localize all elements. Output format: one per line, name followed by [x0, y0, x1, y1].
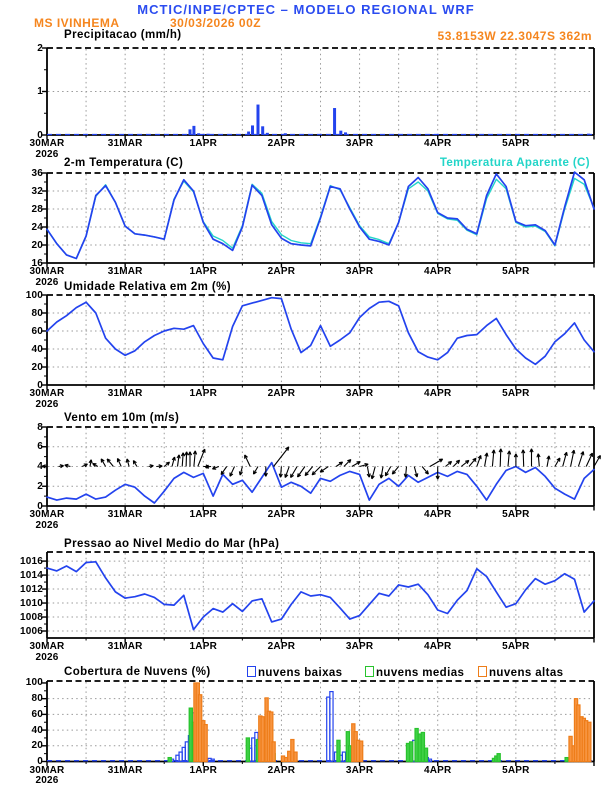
panel-title-precipitation: Precipitacao (mm/h) — [64, 29, 182, 41]
x-tick-label: 3APR — [345, 509, 374, 520]
panel-title-pressure: Pressao ao Nivel Medio do Mar (hPa) — [64, 538, 280, 550]
x-tick-label: 2APR — [267, 764, 296, 776]
page-title: MCTIC/INPE/CPTEC – MODELO REGIONAL WRF — [137, 2, 475, 17]
x-tick-label: 4APR — [423, 509, 452, 520]
y-tick-label: 8 — [37, 421, 43, 433]
x-tick-label: 2APR — [267, 266, 296, 277]
legend-clouds-low-label: nuvens baixas — [258, 667, 343, 679]
x-tick-label: 31MAR — [107, 509, 143, 520]
x-axis-year-label: 2026 — [35, 651, 59, 663]
y-tick-label: 36 — [31, 167, 43, 179]
y-tick-label: 1006 — [19, 625, 43, 637]
x-tick-label: 5APR — [502, 266, 530, 277]
x-axis-year-label: 2026 — [35, 148, 59, 160]
y-tick-label: 1012 — [19, 583, 43, 595]
y-tick-label: 28 — [31, 203, 43, 215]
y-tick-label: 1 — [37, 86, 43, 97]
legend-clouds-mid — [365, 666, 464, 679]
panel-title-humidity: Umidade Relativa em 2m (%) — [64, 281, 231, 293]
y-tick-label: 80 — [31, 693, 43, 705]
y-tick-label: 0 — [37, 500, 43, 512]
x-tick-label: 30MAR — [29, 509, 65, 520]
y-tick-label: 4 — [37, 461, 43, 472]
high-clouds-swatch-icon — [478, 666, 487, 677]
y-tick-label: 1010 — [19, 597, 43, 609]
x-tick-label: 1APR — [189, 138, 218, 149]
x-tick-label: 31MAR — [107, 641, 143, 652]
x-tick-label: 30MAR — [29, 764, 65, 776]
x-axis-year-label: 2026 — [35, 276, 59, 288]
x-tick-label: 5APR — [502, 641, 530, 652]
x-tick-label: 30MAR — [29, 138, 65, 149]
y-tick-label: 16 — [31, 257, 43, 269]
y-tick-label: 6 — [37, 441, 43, 453]
x-tick-label: 4APR — [423, 764, 452, 776]
run-datetime: 30/03/2026 00Z — [170, 16, 262, 30]
y-tick-label: 0 — [37, 129, 43, 141]
y-tick-label: 60 — [31, 325, 43, 337]
panel-title-wind: Vento em 10m (m/s) — [64, 412, 180, 424]
x-tick-label: 3APR — [345, 764, 374, 776]
x-tick-label: 4APR — [423, 641, 452, 652]
legend-clouds-low — [247, 666, 342, 679]
y-tick-label: 20 — [31, 361, 43, 373]
y-tick-label: 100 — [25, 289, 43, 301]
x-tick-label: 1APR — [189, 266, 218, 277]
legend-clouds-high-label: nuvens altas — [489, 667, 564, 679]
x-tick-label: 3APR — [345, 388, 374, 399]
y-tick-label: 32 — [31, 185, 43, 197]
y-tick-label: 20 — [31, 239, 43, 251]
x-tick-label: 30MAR — [29, 641, 65, 652]
x-tick-label: 1APR — [189, 388, 218, 399]
station-coordinates: 53.8153W 22.3047S 362m — [437, 29, 592, 43]
x-tick-label: 31MAR — [107, 138, 143, 149]
y-tick-label: 80 — [31, 307, 43, 319]
x-tick-label: 31MAR — [107, 764, 143, 776]
legend-clouds-high — [478, 666, 563, 679]
y-tick-label: 0 — [37, 756, 43, 767]
x-tick-label: 30MAR — [29, 388, 65, 399]
y-tick-label: 20 — [31, 740, 43, 752]
x-tick-label: 5APR — [502, 388, 530, 399]
x-tick-label: 1APR — [189, 509, 218, 520]
y-tick-label: 1016 — [19, 555, 43, 567]
x-tick-label: 3APR — [345, 138, 374, 149]
x-axis-year-label: 2026 — [35, 519, 59, 531]
x-tick-label: 3APR — [345, 641, 374, 652]
y-tick-label: 24 — [31, 221, 43, 233]
y-tick-label: 1008 — [19, 611, 43, 623]
x-tick-label: 4APR — [423, 138, 452, 149]
y-tick-label: 40 — [31, 343, 43, 355]
x-tick-label: 5APR — [502, 138, 530, 149]
x-axis-year-label: 2026 — [35, 398, 59, 410]
y-tick-label: 1014 — [19, 569, 43, 581]
y-tick-label: 60 — [31, 708, 43, 720]
y-tick-label: 40 — [31, 724, 43, 736]
x-tick-label: 31MAR — [107, 388, 143, 399]
y-tick-label: 100 — [25, 677, 43, 689]
x-axis-year-label: 2026 — [35, 775, 59, 786]
x-tick-label: 4APR — [423, 266, 452, 277]
panel-title-clouds: Cobertura de Nuvens (%) — [64, 666, 211, 678]
x-tick-label: 5APR — [502, 764, 530, 776]
x-tick-label: 2APR — [267, 388, 296, 399]
legend-apparent-temperature: Temperatura Aparente (C) — [439, 157, 590, 169]
y-tick-label: 2 — [37, 42, 43, 54]
x-tick-label: 2APR — [267, 138, 296, 149]
x-tick-label: 5APR — [502, 509, 530, 520]
station-name: MS IVINHEMA — [34, 16, 120, 30]
y-tick-label: 0 — [37, 379, 43, 391]
x-tick-label: 31MAR — [107, 266, 143, 277]
mid-clouds-swatch-icon — [365, 666, 374, 677]
x-tick-label: 1APR — [189, 764, 218, 776]
x-tick-label: 2APR — [267, 509, 296, 520]
panel-title-temperature: 2-m Temperatura (C) — [64, 157, 184, 169]
low-clouds-swatch-icon — [247, 666, 256, 677]
x-tick-label: 4APR — [423, 388, 452, 399]
legend-clouds-mid-label: nuvens medias — [376, 667, 465, 679]
x-tick-label: 3APR — [345, 266, 374, 277]
x-tick-label: 1APR — [189, 641, 218, 652]
x-tick-label: 2APR — [267, 641, 296, 652]
y-tick-label: 2 — [37, 480, 43, 492]
x-tick-label: 30MAR — [29, 266, 65, 277]
